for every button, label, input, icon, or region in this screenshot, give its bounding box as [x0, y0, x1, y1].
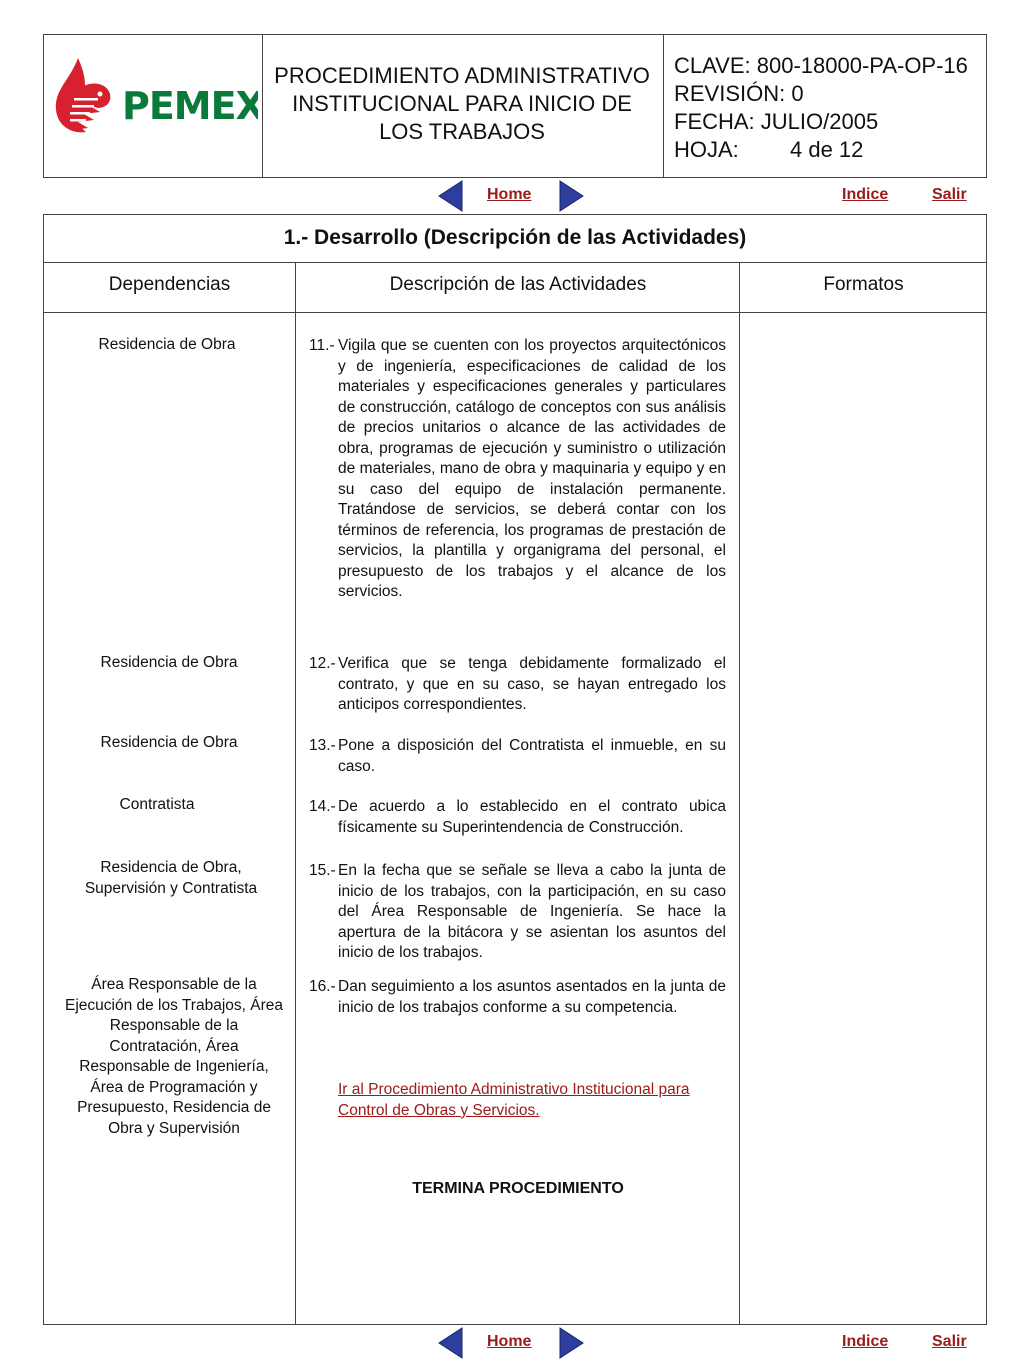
- hoja-value: 4 de 12: [790, 137, 864, 162]
- column-divider: [295, 263, 296, 1325]
- title-line: PROCEDIMIENTO ADMINISTRATIVO: [274, 63, 650, 88]
- indice-link[interactable]: Indice: [842, 1333, 889, 1350]
- activity-item: [309, 797, 726, 838]
- svg-text:PEMEX: PEMEX: [122, 84, 258, 128]
- activity-number: 14.-: [309, 798, 336, 815]
- document-meta: [674, 52, 968, 164]
- activity-item: [309, 336, 726, 603]
- header-divider: [663, 35, 664, 177]
- termina-procedimiento: TERMINA PROCEDIMIENTO: [412, 1180, 624, 1197]
- hoja-label: HOJA:: [674, 137, 739, 162]
- activity-text: Pone a disposición del Contratista el inmueble, en su caso.: [338, 737, 726, 775]
- salir-link[interactable]: Salir: [932, 1333, 967, 1350]
- table-rule: [43, 262, 987, 263]
- section-title: 1.- Desarrollo (Descripción de las Actividades): [283, 226, 747, 249]
- activity-number: 12.-: [309, 655, 336, 672]
- activity-number: 11.-: [309, 337, 335, 354]
- control-obras-link[interactable]: Ir al Procedimiento Administrativo Institucional para Control de Obras y Servicios.: [338, 1081, 690, 1119]
- pemex-logo-icon: [50, 50, 258, 146]
- home-link[interactable]: Home: [487, 1333, 532, 1350]
- pemex-logo: [50, 50, 258, 146]
- column-header-dependencias: Dependencias: [108, 274, 231, 295]
- activity-item: [309, 977, 726, 1018]
- home-link[interactable]: Home: [487, 186, 532, 203]
- fecha: FECHA: JULIO/2005: [674, 109, 879, 134]
- hoja: [674, 136, 968, 164]
- activity-number: 16.-: [309, 978, 336, 995]
- dependencia-cell: Residencia de Obra: [100, 654, 238, 671]
- revision: REVISIÓN: 0: [674, 81, 804, 106]
- clave: CLAVE: 800-18000-PA-OP-16: [674, 53, 968, 78]
- dependencia-cell: Área Responsable de la Ejecución de los Trabajos, Área Responsable de la Contratación, Área Responsable de Ingeniería, Área de Programación y Presupuesto, Residencia de Obra y Supervisión: [65, 976, 283, 1137]
- activity-text: De acuerdo a lo establecido en el contrato ubica físicamente su Superintendencia de Construcción.: [338, 798, 726, 836]
- dependencia-cell: Residencia de Obra, Supervisión y Contratista: [84, 859, 258, 897]
- next-page-arrow-icon[interactable]: [558, 1327, 584, 1364]
- table-rule: [43, 312, 987, 313]
- activity-text: Verifica que se tenga debidamente formalizado el contrato, y que en su caso, se hayan entregado los anticipos correspondientes.: [338, 655, 726, 713]
- prev-page-arrow-icon[interactable]: [438, 1327, 464, 1364]
- activity-text: Vigila que se cuenten con los proyectos arquitectónicos y de ingeniería, especificaciones de calidad de los materiales y especificaciones generales y particulares de construcción, catálogo de conceptos con sus análisis de precios unitarios o alcance de las actividades de obra, programas de ejecución y suministro o utilización de materiales, mano de obra y maquinaria y equipo y en su caso del equipo de instalación permanente. Tratándose de servicios, se deberá contar con los términos de referencia, los programas de prestación de servicios, la plantilla y organigrama del personal, el presupuesto de los trabajos y el alcance de los servicios.: [338, 337, 726, 600]
- prev-page-arrow-icon[interactable]: [438, 180, 464, 217]
- next-page-arrow-icon[interactable]: [558, 180, 584, 217]
- title-line: LOS TRABAJOS: [379, 119, 545, 144]
- column-divider: [739, 263, 740, 1325]
- activity-text: Dan seguimiento a los asuntos asentados en la junta de inicio de los trabajos conforme a su competencia.: [338, 978, 726, 1016]
- indice-link[interactable]: Indice: [842, 186, 889, 203]
- activity-item: [309, 654, 726, 716]
- dependencia-cell: Contratista: [119, 796, 195, 813]
- procedure-title: [263, 62, 661, 146]
- column-header-descripcion: Descripción de las Actividades: [389, 274, 647, 295]
- column-header-formatos: Formatos: [823, 274, 904, 295]
- activity-number: 15.-: [309, 862, 336, 879]
- dependencia-cell: Residencia de Obra: [100, 734, 238, 751]
- dependencia-cell: Residencia de Obra: [98, 336, 236, 353]
- activity-item: [309, 736, 726, 777]
- activity-number: 13.-: [309, 737, 336, 754]
- title-line: INSTITUCIONAL PARA INICIO DE: [292, 91, 632, 116]
- activity-item: [309, 861, 726, 964]
- activity-text: En la fecha que se señale se lleva a cabo la junta de inicio de los trabajos, con la participación, en su caso del Área Responsable de Ingeniería. Se hace la apertura de la bitácora y se asientan los asuntos del inicio de los trabajos.: [338, 862, 726, 961]
- salir-link[interactable]: Salir: [932, 186, 967, 203]
